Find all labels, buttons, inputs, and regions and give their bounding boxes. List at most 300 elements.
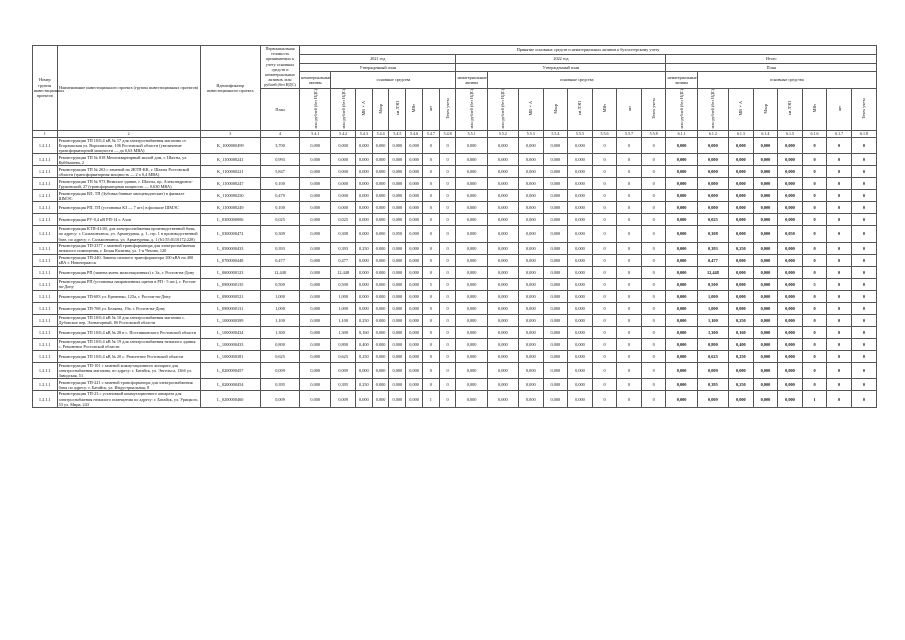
cell-value-total: 0 (851, 338, 876, 350)
cell-value-2021: 0,000 (389, 154, 406, 166)
cell-value-2021: 0 (439, 350, 456, 362)
cell-value-2022: 0,000 (568, 362, 593, 379)
cell-value-total: 0 (802, 266, 827, 278)
column-number: 6.1.3 (729, 130, 754, 137)
cell-value-total: 0,000 (666, 326, 697, 338)
cell-value-2022: 0,000 (543, 302, 568, 314)
cell-value-total: 1 (802, 391, 827, 408)
cell-value-total: 0,000 (753, 350, 778, 362)
cell-value-2022: 0,000 (568, 190, 593, 202)
cell-value-2021: 0,000 (372, 154, 389, 166)
column-number: 5.4.3 (355, 130, 372, 137)
cell-value-2021: 0,000 (406, 278, 423, 290)
cell-value-2022: 0 (617, 137, 642, 154)
cell-value-2021: 0,000 (389, 254, 406, 266)
cell-value-total: 0,393 (697, 242, 728, 254)
cell-plan-value: 0,800 (260, 338, 299, 350)
header-unit-label: Мвар (762, 103, 768, 114)
cell-value-2022: 0,000 (456, 226, 487, 243)
header-unit-label: шт (836, 105, 842, 112)
cell-value-2022: 0 (592, 338, 617, 350)
cell-value-2021: 0,000 (331, 154, 356, 166)
cell-value-2021: 0,000 (331, 190, 356, 202)
cell-value-2022: 0,000 (456, 137, 487, 154)
cell-value-2021: 0 (422, 338, 439, 350)
header-unit-label: млн рублей (без НДС) (468, 88, 474, 129)
cell-value-2021: 0,000 (355, 137, 372, 154)
cell-value-2022: 0 (592, 166, 617, 178)
cell-value-2022: 0,000 (487, 278, 518, 290)
cell-value-total: 0 (851, 379, 876, 391)
header-unit-label: Мвар (377, 103, 383, 114)
table-row (33, 190, 877, 202)
cell-value-total: 0,000 (778, 350, 803, 362)
cell-value-2022: 0,000 (543, 278, 568, 290)
cell-value-2022: 0,000 (487, 302, 518, 314)
header-unit-cell (487, 88, 518, 130)
cell-value-2022: 0,000 (487, 314, 518, 326)
cell-value-total: 0,000 (778, 302, 803, 314)
cell-value-2022: 0,000 (568, 242, 593, 254)
cell-group-no: 1.2.1.1 (33, 278, 58, 290)
column-number: 5.5.1 (456, 130, 487, 137)
cell-value-2022: 0 (617, 254, 642, 266)
cell-value-2022: 0 (592, 226, 617, 243)
cell-value-2022: 0,000 (543, 166, 568, 178)
cell-value-2021: 0,000 (389, 137, 406, 154)
cell-value-total: 0 (851, 202, 876, 214)
cell-value-2021: 0 (439, 379, 456, 391)
header-plan-total: План (666, 63, 877, 72)
cell-value-2022: 0 (641, 254, 666, 266)
cell-value-2021: 0,000 (406, 242, 423, 254)
cell-value-total: 0 (851, 242, 876, 254)
cell-value-total: 0,000 (729, 154, 754, 166)
cell-value-total: 0,000 (778, 338, 803, 350)
cell-value-total: 0 (802, 226, 827, 243)
header-unit-label: км ЛЭП (394, 101, 400, 116)
table-row (33, 214, 877, 226)
cell-value-2021: 0 (422, 314, 439, 326)
cell-value-total: 0,000 (729, 137, 754, 154)
cell-value-2022: 0,000 (543, 326, 568, 338)
cell-value-2022: 0,000 (568, 350, 593, 362)
cell-value-2021: 0,000 (300, 214, 331, 226)
cell-value-2021: 0 (439, 326, 456, 338)
cell-value-2022: 0 (641, 226, 666, 243)
cell-value-2021: 0,000 (300, 379, 331, 391)
cell-value-2022: 0,000 (543, 338, 568, 350)
header-unit-label: млн рублей (без НДС) (679, 88, 684, 129)
cell-value-total: 0 (827, 362, 852, 379)
cell-value-2022: 0 (617, 202, 642, 214)
cell-value-2021: 0,000 (406, 178, 423, 190)
cell-value-2022: 0,000 (568, 338, 593, 350)
cell-value-2021: 0 (422, 178, 439, 190)
cell-value-2021: 1,000 (331, 290, 356, 302)
table-row (33, 178, 877, 190)
cell-value-2021: 0,000 (300, 178, 331, 190)
cell-value-total: 0,009 (697, 362, 728, 379)
cell-value-total: 0,000 (666, 350, 697, 362)
cell-value-2022: 0 (617, 338, 642, 350)
column-number: 5.5.2 (487, 130, 518, 137)
header-unit-label: Точек учета (651, 97, 657, 120)
cell-value-total: 0,000 (778, 166, 803, 178)
cell-value-total: 0,000 (666, 266, 697, 278)
cell-value-2021: 0,000 (406, 166, 423, 178)
cell-group-no: 1.2.1.1 (33, 166, 58, 178)
cell-value-2021: 0,250 (355, 242, 372, 254)
cell-value-total: 0 (851, 326, 876, 338)
cell-plan-value: 3,700 (260, 137, 299, 154)
cell-value-2021: 0 (439, 137, 456, 154)
header-unit-label: Точек учета (444, 97, 450, 120)
cell-value-2021: 0,050 (389, 226, 406, 243)
cell-value-total: 0,000 (778, 391, 803, 408)
column-number: 6.1.7 (827, 130, 852, 137)
cell-value-total: 0,000 (729, 178, 754, 190)
cell-value-total: 0 (851, 362, 876, 379)
cell-value-2021: 0 (422, 350, 439, 362)
cell-value-total: 0,000 (666, 302, 697, 314)
cell-value-2021: 0,000 (372, 278, 389, 290)
column-number: 5.5.4 (543, 130, 568, 137)
cell-value-2022: 0,000 (519, 178, 544, 190)
cell-value-total: 1,300 (697, 326, 728, 338)
cell-project-id: L_1000000399 (200, 314, 260, 326)
cell-value-total: 0,000 (666, 379, 697, 391)
cell-value-2022: 0,000 (543, 314, 568, 326)
table-row (33, 137, 877, 154)
cell-value-2021: 0,000 (372, 379, 389, 391)
cell-group-no: 1.2.1.1 (33, 391, 58, 408)
column-number: 6.1.1 (666, 130, 697, 137)
cell-value-total: 0 (851, 226, 876, 243)
cell-value-2022: 0,000 (543, 242, 568, 254)
cell-value-2021: 0 (422, 154, 439, 166)
cell-value-total: 0 (802, 178, 827, 190)
cell-project-name: Реконструкция ТП-2377 с заменой трансформатора для электроснабжения нежилого помещения, г. Белая Калитва, ул. 1-я Чехова, 120 (57, 242, 200, 254)
cell-value-2021: 0,000 (406, 202, 423, 214)
cell-project-id: L_0900000131 (200, 302, 260, 314)
cell-value-total: 0,000 (778, 178, 803, 190)
column-number: 5.5.8 (641, 130, 666, 137)
cell-value-2022: 0 (592, 314, 617, 326)
cell-value-2021: 0,000 (300, 254, 331, 266)
cell-value-2021: 0 (422, 214, 439, 226)
cell-value-2021: 0,000 (355, 302, 372, 314)
cell-value-2021: 0,000 (355, 290, 372, 302)
cell-value-2021: 0,000 (355, 178, 372, 190)
cell-value-total: 0 (802, 202, 827, 214)
cell-value-total: 0,000 (666, 154, 697, 166)
cell-value-2021: 12,448 (331, 266, 356, 278)
header-project-name: Наименование инвестиционного проекта (группы инвестиционных проектов) (57, 46, 200, 131)
cell-value-total: 0,000 (778, 214, 803, 226)
header-unit-label: МВ×А (528, 101, 534, 116)
cell-value-total: 0,000 (778, 362, 803, 379)
cell-value-2021: 0,000 (389, 302, 406, 314)
cell-value-2022: 0 (641, 154, 666, 166)
cell-value-2022: 0,000 (568, 214, 593, 226)
cell-project-name: Реконструкция ТП-683 ул. Еременко, 125а, г. Ростов-на-Дону (57, 290, 200, 302)
cell-project-id: K_1100000247 (200, 178, 260, 190)
cell-value-2021: 0,000 (389, 178, 406, 190)
cell-value-2022: 0,000 (568, 379, 593, 391)
cell-value-total: 0,000 (666, 226, 697, 243)
cell-value-2022: 0 (641, 379, 666, 391)
cell-value-total: 0 (827, 202, 852, 214)
column-number: 5.4.4 (372, 130, 389, 137)
cell-value-total: 0,000 (753, 226, 778, 243)
cell-value-2022: 0,000 (519, 302, 544, 314)
cell-project-name: Реконструкция ВЛ, ТП (Зубовка банные овощеводческие) в филиале ШМЭС (57, 190, 200, 202)
cell-value-total: 0,000 (753, 362, 778, 379)
cell-value-total: 0,000 (666, 362, 697, 379)
cell-value-2021: 0,025 (331, 214, 356, 226)
cell-value-2022: 0 (641, 214, 666, 226)
cell-project-id: L_1000000434 (200, 326, 260, 338)
cell-value-2021: 0 (422, 379, 439, 391)
cell-plan-value: 0,625 (260, 350, 299, 362)
cell-value-total: 0 (827, 326, 852, 338)
cell-project-name: Реконструкция РП, ТП (установка КЗ — 7 шт.) в филиале ШМЭС (57, 202, 200, 214)
cell-value-2021: 0,000 (406, 254, 423, 266)
cell-value-total: 0 (827, 254, 852, 266)
cell-value-2021: 0,477 (331, 254, 356, 266)
header-unit-cell (372, 88, 389, 130)
cell-value-total: 0 (851, 137, 876, 154)
cell-value-2022: 0,000 (456, 350, 487, 362)
cell-value-2021: 0,000 (372, 190, 389, 202)
cell-value-total: 0,000 (697, 202, 728, 214)
cell-plan-value: 1,300 (260, 326, 299, 338)
table-row (33, 278, 877, 290)
cell-value-2022: 0 (617, 379, 642, 391)
cell-plan-value: 1,000 (260, 302, 299, 314)
cell-value-2022: 0,000 (487, 350, 518, 362)
cell-value-2021: 0,000 (372, 266, 389, 278)
header-unit-cell (300, 88, 331, 130)
header-unit-label: МВ×А (738, 101, 744, 116)
cell-value-2021: 0,393 (331, 242, 356, 254)
cell-value-2021: 0 (422, 226, 439, 243)
cell-value-2021: 0,000 (372, 137, 389, 154)
cell-value-total: 0,000 (778, 202, 803, 214)
cell-plan-value: 1,000 (260, 290, 299, 302)
cell-value-total: 0 (827, 178, 852, 190)
cell-plan-value: 0,309 (260, 226, 299, 243)
cell-project-name: Реконструкция ТП 10/0,4 кВ № 19 для электроснабжения нежилого здания с. Ремонтное Ростовской области (57, 338, 200, 350)
cell-value-2021: 0,000 (355, 254, 372, 266)
header-unit-cell (641, 88, 666, 130)
cell-value-2021: 0 (422, 190, 439, 202)
cell-value-total: 0,000 (778, 278, 803, 290)
cell-project-id: L_0900000135 (200, 278, 260, 290)
cell-value-2022: 0,000 (456, 278, 487, 290)
cell-value-2022: 0 (592, 362, 617, 379)
cell-group-no: 1.2.1.1 (33, 202, 58, 214)
table-row (33, 379, 877, 391)
cell-value-2021: 0,000 (300, 290, 331, 302)
cell-value-2021: 0,308 (331, 226, 356, 243)
cell-project-name: Реконструкция ТП 10/0,4 кВ № 20 с. Ремонтное Ростовской области (57, 350, 200, 362)
cell-value-2021: 0,000 (300, 154, 331, 166)
cell-value-2021: 0,000 (389, 362, 406, 379)
column-number: 2 (57, 130, 200, 137)
cell-value-total: 0 (827, 226, 852, 243)
cell-value-2021: 0 (439, 290, 456, 302)
cell-value-2022: 0 (592, 178, 617, 190)
cell-value-2021: 0 (439, 202, 456, 214)
cell-value-2021: 0 (422, 254, 439, 266)
cell-value-total: 0,000 (729, 226, 754, 243)
cell-value-2021: 0,000 (331, 166, 356, 178)
cell-value-2021: 5 (422, 278, 439, 290)
cell-value-2021: 0,500 (331, 278, 356, 290)
cell-value-total: 0,000 (753, 254, 778, 266)
cell-project-name: Реконструкция ТП № 973 Нежилое здание, г. Шахты, пр. Александровск-Грушевский, 27 (трансформаторная мощность — 0,630 МВА) (57, 178, 200, 190)
cell-value-2021: 0,000 (355, 202, 372, 214)
header-unit-cell (617, 88, 642, 130)
cell-value-2022: 0,000 (519, 202, 544, 214)
cell-value-2021: 0,000 (406, 214, 423, 226)
column-number: 6.1.2 (697, 130, 728, 137)
cell-value-total: 0,400 (729, 338, 754, 350)
cell-value-2022: 0,000 (519, 154, 544, 166)
cell-value-total: 1,100 (697, 314, 728, 326)
cell-value-2022: 0 (617, 302, 642, 314)
cell-value-2021: 0,000 (406, 137, 423, 154)
cell-value-total: 0,025 (697, 214, 728, 226)
cell-value-2022: 0,000 (519, 290, 544, 302)
cell-value-2021: 0 (439, 242, 456, 254)
table-row (33, 254, 877, 266)
cell-value-2021: 0,000 (300, 326, 331, 338)
cell-value-2022: 0,000 (519, 350, 544, 362)
cell-value-2022: 0,000 (568, 266, 593, 278)
header-unit-label: МВт (601, 104, 607, 113)
header-unit-cell (697, 88, 728, 130)
cell-value-total: 0 (851, 166, 876, 178)
header-unit-label: МВ×А (361, 101, 367, 116)
cell-value-2022: 0 (592, 214, 617, 226)
cell-value-2022: 0,000 (487, 166, 518, 178)
header-unit-label: МВт (811, 104, 817, 113)
cell-value-2021: 0,009 (331, 391, 356, 408)
cell-value-2022: 0 (641, 202, 666, 214)
cell-value-2021: 0,009 (331, 362, 356, 379)
cell-plan-value: 0,395 (260, 379, 299, 391)
cell-value-2022: 0 (592, 254, 617, 266)
header-intangible: нематериальные активы (456, 72, 487, 88)
cell-value-total: 0,000 (729, 202, 754, 214)
header-unit-label: млн рублей (без НДС) (500, 88, 506, 129)
cell-value-2022: 0,000 (456, 166, 487, 178)
cell-value-total: 0 (802, 302, 827, 314)
cell-value-2022: 0,000 (487, 154, 518, 166)
cell-value-total: 0,000 (729, 254, 754, 266)
cell-value-total: 0,000 (753, 278, 778, 290)
cell-value-total: 0,000 (729, 290, 754, 302)
cell-value-2022: 0 (617, 242, 642, 254)
header-unit-cell (439, 88, 456, 130)
cell-value-2021: 0,000 (355, 214, 372, 226)
cell-value-2021: 1,000 (331, 302, 356, 314)
cell-value-2022: 0 (641, 266, 666, 278)
cell-value-2022: 0 (592, 202, 617, 214)
column-number: 5.5.5 (568, 130, 593, 137)
cell-value-total: 0,000 (666, 391, 697, 408)
header-unit-cell (519, 88, 544, 130)
header-unit-cell (666, 88, 697, 130)
cell-value-2021: 0,000 (300, 350, 331, 362)
header-unit-cell (389, 88, 406, 130)
cell-value-2022: 0,000 (487, 202, 518, 214)
header-year-2021: 2021 год (300, 54, 456, 63)
cell-value-total: 0,000 (729, 190, 754, 202)
header-unit-cell (355, 88, 372, 130)
header-unit-label: км ЛЭП (787, 101, 793, 116)
cell-value-total: 0 (851, 154, 876, 166)
investment-table (32, 45, 877, 408)
cell-value-2022: 0 (592, 278, 617, 290)
cell-value-total: 0,000 (666, 137, 697, 154)
cell-value-2021: 0 (422, 326, 439, 338)
cell-value-total: 0,160 (729, 326, 754, 338)
cell-value-2022: 0,000 (487, 242, 518, 254)
cell-value-2021: 0,000 (372, 326, 389, 338)
cell-value-total: 0 (827, 350, 852, 362)
cell-value-2022: 0,000 (568, 154, 593, 166)
table-row (33, 350, 877, 362)
cell-value-2022: 0,000 (543, 202, 568, 214)
cell-value-2021: 0 (439, 178, 456, 190)
table-row (33, 226, 877, 243)
cell-value-2021: 0,000 (300, 226, 331, 243)
header-unit-cell (729, 88, 754, 130)
cell-value-2022: 0 (641, 350, 666, 362)
cell-value-2021: 0 (439, 391, 456, 408)
cell-value-2021: 0,000 (331, 178, 356, 190)
cell-plan-value: 0,025 (260, 214, 299, 226)
cell-value-total: 0 (827, 391, 852, 408)
cell-plan-value: 12,448 (260, 266, 299, 278)
column-number: 5.5.7 (617, 130, 642, 137)
cell-value-total: 0 (802, 350, 827, 362)
cell-value-total: 0,000 (753, 154, 778, 166)
cell-value-total: 0,250 (729, 314, 754, 326)
cell-value-2022: 0,000 (487, 137, 518, 154)
cell-value-total: 0 (802, 166, 827, 178)
cell-value-total: 0 (802, 362, 827, 379)
header-unit-cell (456, 88, 487, 130)
cell-group-no: 1.2.1.1 (33, 350, 58, 362)
cell-value-2022: 0 (617, 290, 642, 302)
cell-value-total: 0 (851, 278, 876, 290)
cell-project-name: Реконструкция ТП 10/0,4 кВ № 28 в с. Постниковского Ростовской области (57, 326, 200, 338)
cell-value-2022: 0,000 (568, 166, 593, 178)
cell-value-2022: 0,000 (487, 214, 518, 226)
table-row (33, 391, 877, 408)
cell-value-2021: 0,000 (406, 338, 423, 350)
cell-value-2021: 0,000 (406, 379, 423, 391)
cell-value-total: 0,000 (729, 302, 754, 314)
cell-value-2022: 0,000 (519, 242, 544, 254)
cell-value-2022: 0,000 (456, 254, 487, 266)
cell-value-total: 0,308 (697, 226, 728, 243)
